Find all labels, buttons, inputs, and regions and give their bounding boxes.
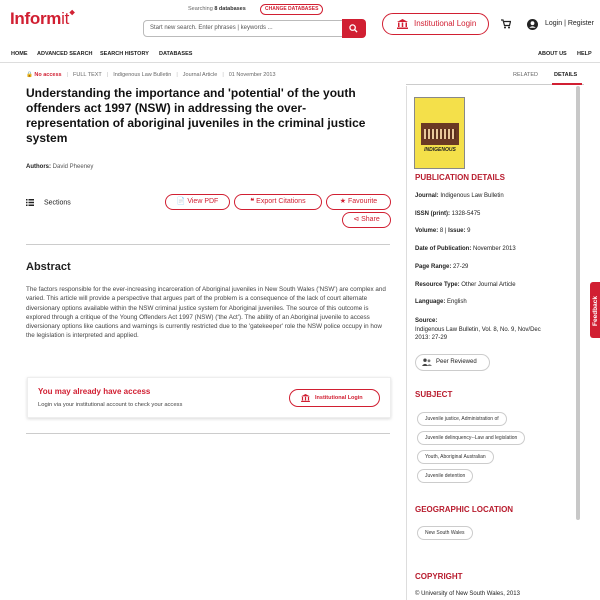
copyright-heading: COPYRIGHT — [415, 572, 463, 581]
resource-type-row: Resource Type: Other Journal Article — [415, 282, 516, 288]
export-citations-button[interactable]: ❝ Export Citations — [234, 194, 322, 210]
list-icon — [26, 199, 34, 206]
search-icon — [349, 24, 358, 33]
issn-row: ISSN (print): 1328-5475 — [415, 211, 481, 217]
feedback-tab[interactable]: Feedback — [590, 282, 600, 338]
publication-name: Indigenous Law Bulletin — [113, 72, 172, 78]
active-tab-indicator — [552, 83, 582, 85]
full-text-label: FULL TEXT — [73, 72, 102, 78]
access-institutional-login-button[interactable]: Institutional Login — [289, 389, 380, 407]
star-icon: ★ — [339, 198, 347, 205]
access-prompt — [27, 377, 391, 418]
share-icon: ⊲ — [353, 216, 360, 223]
section-divider — [26, 244, 390, 245]
bottom-divider — [26, 433, 390, 434]
access-title: You may already have access — [38, 387, 151, 396]
cart-icon[interactable] — [501, 19, 511, 29]
peer-reviewed-badge: Peer Reviewed — [415, 354, 490, 371]
main-nav — [0, 47, 600, 63]
nav-advanced-search[interactable]: ADVANCED SEARCH — [37, 51, 93, 57]
top-header — [0, 0, 600, 46]
abstract-text: The factors responsible for the ever-increasing incarceration of Aboriginal juveniles in New South Wales ('NSW') are complex and varied. This article will provide a perspective that argues part of the problem is a consequence of the lack of court alternate diversionary options available within the NSW criminal justice system for Aboriginal juveniles. The source of this outcome is explored through a critique of the Young Offenders Act 1997 (NSW) ('the Act'). The ability of an Aboriginal juvenile to access diversionary options like cautions and warnings is currently restricted due to the 'gatekeeper' role the NSW police occupy in how the legislation is interpreted and applied. — [26, 286, 386, 340]
abstract-heading: Abstract — [26, 261, 71, 273]
tab-related[interactable]: RELATED — [513, 72, 538, 78]
no-access-badge: 🔒 No access — [26, 72, 62, 78]
sidebar-scrollbar[interactable] — [576, 86, 580, 520]
view-pdf-button[interactable]: 📄 View PDF — [165, 194, 230, 210]
cover-title: INDIGENOUS — [424, 147, 456, 153]
author-link[interactable]: David Pheeney — [52, 164, 94, 170]
date-row: Date of Publication: November 2013 — [415, 246, 516, 252]
institutional-login-label: Institutional Login — [414, 19, 477, 28]
subject-heading: SUBJECT — [415, 390, 453, 399]
user-icon[interactable] — [527, 19, 538, 30]
institution-icon — [397, 19, 408, 29]
geo-tag[interactable]: New South Wales — [417, 526, 473, 540]
institutional-login-button[interactable] — [382, 13, 489, 35]
tab-details[interactable]: DETAILS — [554, 72, 578, 78]
subject-tag[interactable]: Juvenile detention — [417, 469, 473, 483]
pdf-icon: 📄 — [176, 198, 186, 205]
nav-about-us[interactable]: ABOUT US — [538, 51, 567, 57]
searching-info: Searching 8 databases — [188, 6, 246, 12]
article-kind: Journal Article — [182, 72, 218, 78]
favourite-button[interactable]: ★ Favourite — [326, 194, 391, 210]
share-button[interactable]: ⊲ Share — [342, 212, 391, 228]
change-databases-button[interactable]: CHANGE DATABASES — [260, 4, 323, 15]
geographic-location-heading: GEOGRAPHIC LOCATION — [415, 505, 514, 514]
publish-date: 01 November 2013 — [228, 72, 276, 78]
copyright-text: © University of New South Wales, 2013 — [415, 591, 520, 597]
peer-review-icon — [422, 358, 432, 367]
article-meta: 🔒 No access | FULL TEXT | Indigenous Law Bulletin | Journal Article | 01 November 2013 — [26, 72, 276, 78]
institution-icon — [301, 394, 310, 402]
nav-databases[interactable]: DATABASES — [159, 51, 193, 57]
search-input[interactable]: Start new search. Enter phrases | keywords ... — [143, 20, 343, 37]
page-range-row: Page Range: 27-29 — [415, 264, 469, 270]
subject-tag[interactable]: Juvenile justice, Administration of — [417, 412, 507, 426]
article-title: Understanding the importance and 'potential' of the youth offenders act 1997 (NSW) in addressing the over-representation of aboriginal juveniles in the criminal justice system — [26, 86, 366, 145]
journal-row: Journal: Indigenous Law Bulletin — [415, 193, 504, 199]
publication-details-heading: PUBLICATION DETAILS — [415, 173, 505, 182]
sidebar-tabs — [406, 67, 584, 85]
login-register-link[interactable]: Login | Register — [545, 20, 594, 27]
authors: Authors: David Pheeney — [26, 164, 94, 170]
informit-logo[interactable]: Informit❖ — [10, 9, 75, 28]
search-button[interactable] — [342, 19, 366, 38]
language-row: Language: English — [415, 299, 467, 305]
sections-toggle[interactable] — [26, 199, 71, 206]
access-subtitle: Login via your institutional account to check your access — [38, 402, 183, 408]
source-row: Source: Indigenous Law Bulletin, Vol. 8, No. 9, Nov/Dec 2013: 27-29 — [415, 318, 541, 341]
subject-tag[interactable]: Juvenile delinquency--Law and legislation — [417, 431, 525, 445]
volume-row: Volume: 8 | Issue: 9 — [415, 228, 471, 234]
sections-label: Sections — [43, 199, 71, 207]
database-count: 8 databases — [214, 6, 246, 12]
quote-icon: ❝ — [250, 198, 255, 205]
journal-cover-image — [414, 97, 465, 169]
nav-home[interactable]: HOME — [11, 51, 28, 57]
nav-help[interactable]: HELP — [577, 51, 592, 57]
subject-tag[interactable]: Youth, Aboriginal Australian — [417, 450, 494, 464]
nav-search-history[interactable]: SEARCH HISTORY — [100, 51, 149, 57]
